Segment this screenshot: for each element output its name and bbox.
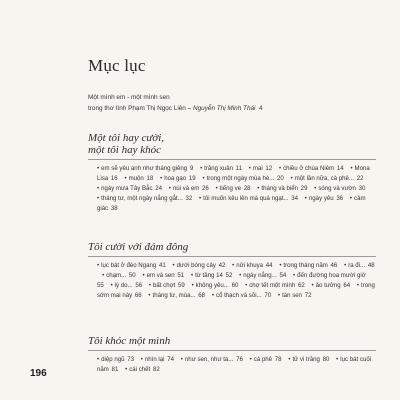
toc-entry — [149, 282, 185, 289]
toc-entry-page: 64 — [341, 282, 351, 289]
toc-entry-page: 82 — [151, 366, 160, 373]
section-1-entries — [97, 164, 375, 214]
bullet-icon: • — [279, 263, 282, 269]
toc-entry-title: muộn — [128, 175, 144, 182]
toc-entry-title: ảo tưởng — [315, 282, 341, 289]
bullet-icon: • — [245, 283, 248, 289]
toc-entry-title: chiều ở chùa Niêm — [283, 165, 335, 172]
toc-entry — [141, 356, 174, 363]
toc-entry-page: 44 — [264, 262, 273, 269]
bullet-icon: • — [288, 357, 291, 363]
bullet-icon: • — [202, 176, 205, 182]
toc-entry — [249, 165, 272, 172]
toc-entry-page: 62 — [296, 282, 305, 289]
section-2-title-line-1: Tôi cười với đám đông — [88, 241, 189, 253]
bullet-icon: • — [311, 283, 314, 289]
bullet-icon: • — [336, 357, 339, 363]
toc-entry — [124, 175, 153, 182]
toc-entry-page: 32 — [183, 195, 193, 202]
toc-entry-title: sóng và vườn — [318, 185, 356, 192]
toc-entry-title: tháng và biển — [261, 185, 298, 192]
toc-entry — [125, 366, 160, 373]
toc-entry — [232, 262, 272, 269]
toc-entry — [344, 262, 375, 269]
section-1 — [88, 132, 378, 214]
toc-entry-title: cảm giác — [97, 195, 366, 212]
toc-entry-page: 9 — [188, 165, 194, 172]
toc-entry-page: 34 — [289, 195, 299, 202]
toc-entry-title: tiếng ve — [219, 185, 242, 192]
intro-author: – Nguyễn Thị Minh Thái — [185, 105, 256, 112]
section-1-title-line-2: một tôi hay khóc — [88, 144, 162, 156]
toc-entry-page: 22 — [355, 175, 364, 182]
toc-entry — [148, 292, 205, 299]
bullet-icon: • — [97, 263, 100, 269]
bullet-icon: • — [200, 166, 203, 172]
toc-entry-page: 66 — [133, 292, 142, 299]
toc-entry — [97, 356, 134, 363]
intro-page: 4 — [259, 105, 263, 112]
toc-entry-title: diệp ngũ — [101, 356, 125, 363]
toc-entry-title: ngày nắng... — [243, 272, 277, 279]
toc-entry-page: 26 — [200, 185, 209, 192]
toc-entry — [200, 165, 242, 172]
toc-entry-page: 60 — [229, 282, 239, 289]
toc-entry — [97, 165, 193, 172]
section-3 — [88, 335, 378, 375]
toc-entry-page: 55 — [97, 282, 104, 289]
section-2-rule — [88, 256, 376, 257]
bullet-icon: • — [124, 176, 127, 182]
bullet-icon: • — [239, 273, 242, 279]
bullet-icon: • — [125, 367, 128, 373]
toc-entry — [312, 282, 351, 289]
section-2-entries — [97, 261, 375, 301]
toc-entry-title: ngày mưa Tây Bắc — [101, 185, 153, 192]
toc-entry — [278, 292, 312, 299]
bullet-icon: • — [97, 186, 100, 192]
toc-entry-title: tử vi trăng — [292, 356, 320, 363]
toc-entry-page: 28 — [242, 185, 251, 192]
bullet-icon: • — [304, 196, 307, 202]
bullet-icon: • — [140, 357, 143, 363]
bullet-icon: • — [215, 186, 218, 192]
toc-entry — [199, 195, 298, 202]
bullet-icon: • — [356, 283, 360, 289]
page-number: 196 — [30, 368, 47, 379]
section-3-entries — [97, 355, 375, 375]
toc-entry-page: 68 — [196, 292, 206, 299]
toc-entry-title: tôi muốn kêu lên mà quá ngạt... — [203, 195, 289, 202]
bullet-icon: • — [148, 293, 151, 299]
toc-entry — [142, 272, 184, 279]
toc-entry — [160, 175, 196, 182]
bullet-icon: • — [277, 293, 281, 299]
toc-entry-page: 42 — [216, 262, 226, 269]
bullet-icon: • — [257, 186, 260, 192]
toc-entry-page: 12 — [263, 165, 273, 172]
bullet-icon: • — [172, 263, 175, 269]
toc-entry-page: 54 — [277, 272, 287, 279]
toc-entry — [257, 185, 307, 192]
toc-entry-title: tàn sen — [282, 292, 303, 299]
toc-entry-page: 52 — [223, 272, 233, 279]
toc-entry-page: 38 — [109, 205, 118, 212]
toc-entry-title: tháng tư, một ngày nắng gắt... — [101, 195, 183, 202]
bullet-icon: • — [102, 273, 105, 279]
toc-entry-title: cổ thạch và sỏi... — [215, 292, 262, 299]
toc-entry-page: 29 — [298, 185, 308, 192]
intro-line-2 — [88, 103, 368, 114]
bullet-icon: • — [97, 196, 100, 202]
toc-entry-title: chạm... — [106, 272, 127, 279]
toc-entry-page: 50 — [127, 272, 136, 279]
bullet-icon: • — [248, 166, 251, 172]
toc-entry — [173, 262, 226, 269]
toc-entry-title: em sẽ yêu anh như tháng giêng — [101, 165, 188, 172]
toc-entry-title: tháng tư, mùa... — [152, 292, 196, 299]
bullet-icon: • — [142, 273, 145, 279]
toc-entry-title: mai — [252, 165, 263, 172]
toc-entry-title: cà phê — [253, 356, 273, 363]
toc-entry-page: 73 — [125, 356, 134, 363]
bullet-icon: • — [160, 176, 163, 182]
toc-entry-title: dưới bóng cây — [176, 262, 216, 269]
toc-entry-page: 74 — [165, 356, 175, 363]
toc-entry-page: 59 — [176, 282, 185, 289]
toc-entry-title: trong một ngày mùa hè... — [206, 175, 275, 182]
bullet-icon: • — [180, 357, 183, 363]
bullet-icon: • — [148, 283, 151, 289]
bullet-icon: • — [278, 166, 282, 172]
toc-entry-page: 76 — [234, 356, 243, 363]
toc-entry — [314, 185, 365, 192]
toc-entry — [288, 356, 329, 363]
toc-entry-page: 72 — [303, 292, 312, 299]
bullet-icon: • — [232, 263, 235, 269]
toc-entry-title: nửi khuya — [236, 262, 264, 269]
toc-entry-title: trăng xuân — [204, 165, 233, 172]
toc-entry — [250, 356, 282, 363]
bullet-icon: • — [110, 283, 113, 289]
toc-entry-title: lục bát ở đèo Ngang — [101, 262, 157, 269]
toc-entry-page: 16 — [109, 175, 118, 182]
toc-entry — [102, 272, 136, 279]
toc-entry-page: 36 — [334, 195, 344, 202]
toc-entry-title: nhìn lại — [144, 356, 165, 363]
toc-entry-title: đến đường hoa mười giờ — [297, 272, 366, 279]
toc-entry — [111, 282, 143, 289]
toc-entry-page: 11 — [233, 165, 242, 172]
section-1-rule — [88, 159, 376, 160]
toc-entry — [305, 195, 343, 202]
toc-entry-title: núi và em — [172, 185, 200, 192]
toc-entry-title: trong sớm mai này — [97, 282, 375, 299]
toc-entry-title: không yêu... — [195, 282, 229, 289]
toc-entry-title: cái chết — [129, 366, 151, 373]
section-1-title-line-1: Một tôi hay cười, — [88, 132, 165, 144]
intro-block — [88, 92, 368, 114]
toc-entry — [169, 185, 209, 192]
toc-entry — [216, 185, 251, 192]
toc-entry-page: 46 — [328, 262, 338, 269]
bullet-icon: • — [191, 283, 194, 289]
toc-entry — [97, 185, 162, 192]
intro-subtitle: trong thơ tình Phạm Thị Ngọc Liên — [88, 105, 186, 112]
section-2-title — [88, 241, 378, 253]
section-2 — [88, 241, 378, 301]
bullet-icon: • — [249, 357, 252, 363]
bullet-icon: • — [211, 293, 214, 299]
bullet-icon: • — [290, 176, 293, 182]
toc-entry-title: một lần nữa, cà phê... — [294, 175, 355, 182]
toc-entry-title: chợ tết một mình — [249, 282, 296, 289]
bullet-icon: • — [199, 196, 202, 202]
bullet-icon: • — [190, 273, 194, 279]
toc-entry-title: lý do... — [114, 282, 133, 289]
toc-entry-page: 48 — [366, 262, 375, 269]
bullet-icon: • — [314, 186, 317, 192]
toc-entry-title: từ tầng 14 — [195, 272, 223, 279]
toc-entry — [191, 272, 232, 279]
toc-entry-page: 30 — [356, 185, 366, 192]
section-3-title — [88, 335, 378, 347]
toc-entry-page: 20 — [275, 175, 284, 182]
toc-entry-title: trong tháng năm — [283, 262, 328, 269]
toc-entry-title: hoa gạo — [164, 175, 187, 182]
toc-entry-page: 24 — [153, 185, 162, 192]
toc-entry-title: như sen, như ta... — [184, 356, 234, 363]
toc-entry — [97, 262, 166, 269]
toc-entry-page: 51 — [175, 272, 185, 279]
toc-entry — [279, 262, 337, 269]
toc-entry-page: 78 — [273, 356, 282, 363]
toc-entry-page: 70 — [262, 292, 272, 299]
toc-entry-title: ra đi... — [348, 262, 366, 269]
toc-entry-page: 19 — [187, 175, 196, 182]
toc-entry-title: ngày yêu — [308, 195, 334, 202]
toc-entry — [192, 282, 239, 289]
toc-entry — [202, 175, 283, 182]
toc-entry-page: 14 — [335, 165, 344, 172]
bullet-icon: • — [349, 196, 353, 202]
toc-entry — [245, 282, 305, 289]
toc-entry-page: 18 — [144, 175, 154, 182]
toc-entry-title: em và sen — [146, 272, 175, 279]
toc-entry-page: 81 — [109, 366, 119, 373]
toc-entry-page: 80 — [320, 356, 330, 363]
section-3-title-line-1: Tôi khóc một mình — [88, 335, 171, 347]
toc-entry — [239, 272, 286, 279]
toc-entry-page: 56 — [133, 282, 143, 289]
toc-entry — [181, 356, 243, 363]
toc-entry — [291, 175, 364, 182]
toc-entry — [212, 292, 271, 299]
intro-line-1: Một mình em - một mình sen — [88, 94, 170, 101]
bullet-icon: • — [350, 166, 353, 172]
toc-entry-title: bất chợt — [153, 282, 176, 289]
page-title: Mục lục — [88, 56, 146, 75]
toc-entry — [97, 195, 192, 202]
toc-entry — [279, 165, 344, 172]
toc-entry-page: 41 — [157, 262, 166, 269]
bullet-icon: • — [97, 166, 100, 172]
bullet-icon: • — [97, 357, 100, 363]
bullet-icon: • — [344, 263, 347, 269]
section-1-title — [88, 132, 378, 156]
toc-entry-title: lục bát cuối năm — [97, 356, 372, 373]
section-3-rule — [88, 350, 376, 351]
bullet-icon: • — [168, 186, 171, 192]
bullet-icon: • — [293, 273, 296, 279]
toc-entry-title: Mona Lisa — [97, 165, 370, 182]
